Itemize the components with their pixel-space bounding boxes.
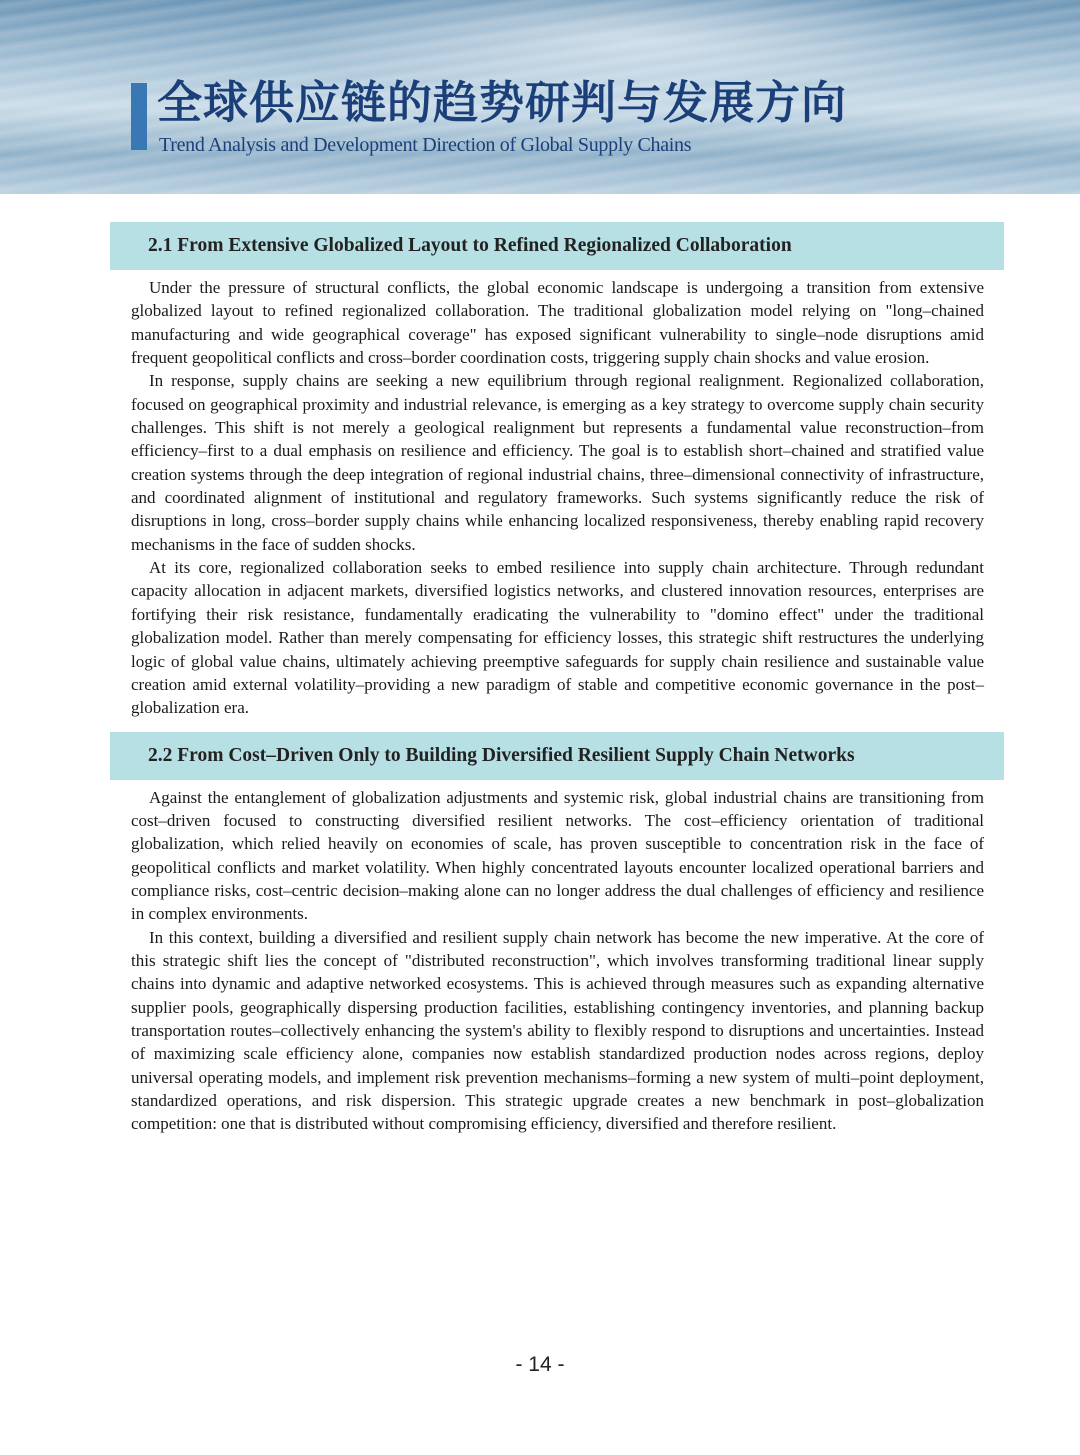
- page-content: [0, 222, 1080, 1136]
- paragraph: At its core, regionalized collaboration seeks to embed resilience into supply chain architecture. Through redundant capacity allocation in adjacent markets, diversified logistics networks, and clustered innovation resources, enterprises are fortifying their risk resistance, fundamentally eradicating the vulnerability to "domino effect" under the traditional globalization model. Rather than merely compensating for efficiency losses, this strategic shift restructures the underlying logic of global value chains, ultimately achieving preemptive safeguards for supply chain resilience and sustainable value creation amid external volatility–providing a new paradigm of stable and competitive economic governance in the post–globalization era.: [131, 558, 984, 718]
- page-title-english: Trend Analysis and Development Direction of Global Supply Chains: [159, 134, 692, 156]
- title-accent-bar: [131, 83, 147, 150]
- section-body-2-1: [131, 276, 984, 720]
- section-heading-2-2: 2.2 From Cost–Driven Only to Building Diversified Resilient Supply Chain Networks: [110, 732, 1004, 780]
- section-heading-2-1: 2.1 From Extensive Globalized Layout to Refined Regionalized Collaboration: [110, 222, 1004, 270]
- paragraph: Against the entanglement of globalization adjustments and systemic risk, global industrial chains are transitioning from cost–driven focused to constructing diversified resilient networks. The cost–efficiency orientation of traditional globalization, which relied heavily on economies of scale, has proven susceptible to concentration risk in the face of geopolitical conflicts and market volatility. When highly concentrated layouts encounter localized operational barriers and compliance risks, cost–centric decision–making alone can no longer address the dual challenges of efficiency and resilience in complex environments.: [131, 787, 984, 924]
- page-title-chinese: 全球供应链的趋势研判与发展方向: [157, 76, 848, 129]
- paragraph: In this context, building a diversified and resilient supply chain network has become the new imperative. At the core of this strategic shift lies the concept of "distributed reconstruction", which involves transforming traditional linear supply chains into dynamic and adaptive networked ecosystems. This is achieved through measures such as expanding alternative supplier pools, geographically dispersing production facilities, establishing contingency inventories, and planning backup transportation routes–collectively enhancing the system's ability to flexibly respond to disruptions and uncertainties. Instead of maximizing scale efficiency alone, companies now establish standardized production nodes across regions, deploy universal operating models, and implement risk prevention mechanisms–forming a new system of multi–point deployment, standardized operations, and risk dispersion. This strategic upgrade creates a new benchmark in post–globalization competition: one that is distributed without compromising efficiency, diversified and therefore resilient.: [131, 927, 984, 1134]
- page-number: - 14 -: [515, 1353, 565, 1376]
- header-banner: [0, 0, 1080, 194]
- paragraph: Under the pressure of structural conflicts, the global economic landscape is undergoing a transition from extensive globalized layout to refined regionalized collaboration. The traditional globalization model relying on "long–chained manufacturing and wide geographical coverage" has exposed significant vulnerability to single–node disruptions amid frequent geopolitical conflicts and cross–border coordination costs, triggering supply chain shocks and value erosion.: [131, 278, 984, 368]
- paragraph: In response, supply chains are seeking a new equilibrium through regional realignment. Regionalized collaboration, focused on geographical proximity and industrial relevance, is emerging as a key strategy to overcome supply chain security challenges. This shift is not merely a geological realignment but represents a fundamental value reconstruction–from efficiency–first to a dual emphasis on resilience and efficiency. The goal is to establish short–chained and stratified value creation systems through the deep integration of regional industrial chains, three–dimensional connectivity of infrastructure, and coordinated alignment of institutional and regulatory frameworks. Such systems significantly reduce the risk of disruptions in long, cross–border supply chains while enhancing localized responsiveness, thereby enabling rapid recovery mechanisms in the face of sudden shocks.: [131, 371, 984, 554]
- section-body-2-2: [131, 786, 984, 1136]
- section-spacer: [0, 720, 1080, 732]
